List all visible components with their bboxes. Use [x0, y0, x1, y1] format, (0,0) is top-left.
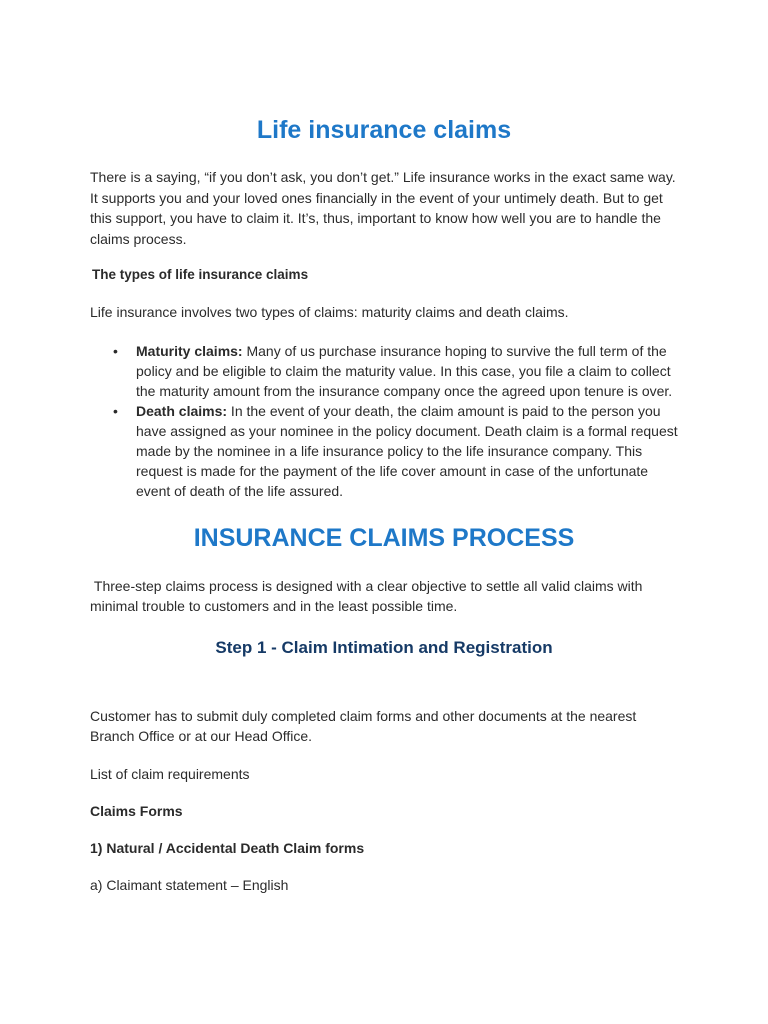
- claimant-statement: a) Claimant statement – English: [90, 876, 289, 893]
- bullet-icon: •: [113, 402, 118, 419]
- list-item: [90, 341, 678, 401]
- claims-forms-label: Claims Forms: [90, 802, 183, 819]
- claim-type-label: Maturity claims:: [136, 342, 243, 359]
- claim-type-description: Many of us purchase insurance hoping to survive the full term of the policy and be eligible to claim the maturity value. In this case, you file a claim to collect the maturity amount from the insurance company once the agreed upon tenure is over.: [136, 342, 673, 399]
- process-heading: INSURANCE CLAIMS PROCESS: [193, 523, 575, 552]
- types-intro-paragraph: Life insurance involves two types of claims: maturity claims and death claims.: [90, 304, 569, 320]
- process-intro-paragraph: [90, 576, 678, 617]
- step1-heading: Step 1 - Claim Intimation and Registration: [215, 637, 553, 657]
- types-heading: The types of life insurance claims: [92, 267, 309, 282]
- requirements-label: List of claim requirements: [90, 765, 250, 782]
- step1-paragraph: Customer has to submit duly completed claim forms and other documents at the nearest Branch Office or at our Head Office.: [90, 707, 637, 744]
- claim-type-label: Death claims:: [136, 402, 228, 419]
- list-item: [90, 401, 678, 501]
- page-title: Life insurance claims: [256, 116, 512, 144]
- natural-death-label: 1) Natural / Accidental Death Claim forms: [90, 839, 365, 856]
- claim-type-description: In the event of your death, the claim amount is paid to the person you have assigned as your nominee in the policy document. Death claim is a formal request made by the nominee in a life insurance policy to the life insurance company. This request is made for the payment of the life cover amount in case of the unfortunate event of death of the life assured.: [136, 402, 678, 499]
- process-intro-text: Three-step claims process is designed with a clear objective to settle all valid claims with minimal trouble to customers and in the least possible time.: [90, 577, 643, 614]
- intro-paragraph: There is a saying, “if you don’t ask, you don’t get.” Life insurance works in the exact same way. It supports you and your loved ones financially in the event of your untimely death. But to get this support, you have to claim it. It’s, thus, important to know how well you are to handle the claims process.: [90, 169, 676, 247]
- bullet-icon: •: [113, 342, 118, 359]
- claim-types-list: [90, 341, 678, 501]
